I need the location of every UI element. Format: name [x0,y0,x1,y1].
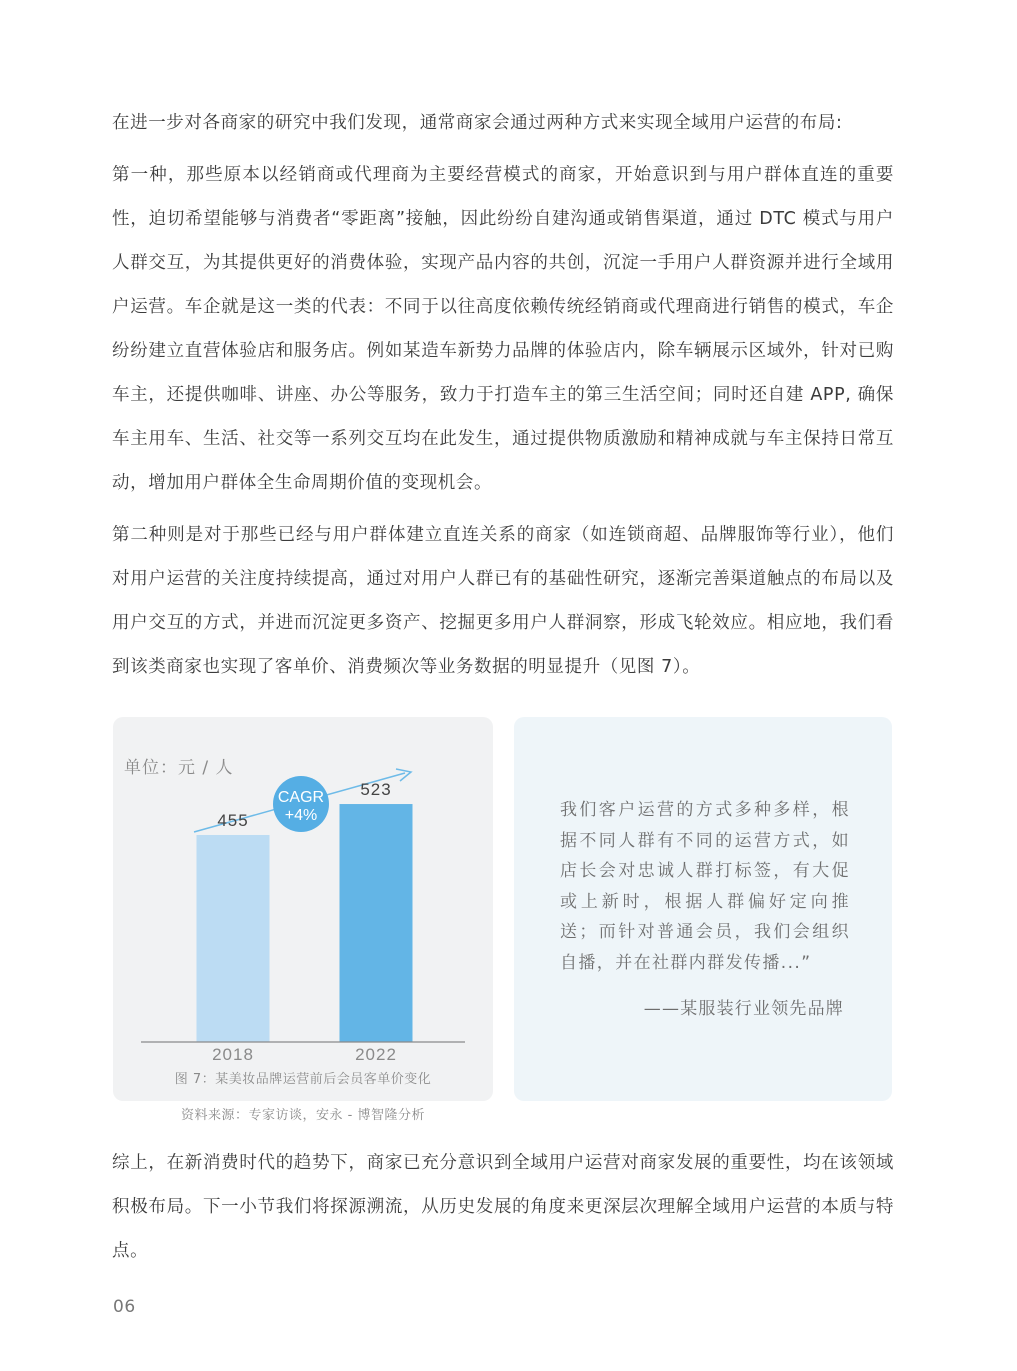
x-tick-label: 2018 [212,1045,254,1064]
bar-value-label: 455 [217,810,249,830]
intro-paragraph: 在进一步对各商家的研究中我们发现，通常商家会通过两种方式来实现全域用户运营的布局: [112,113,843,133]
second-method-paragraph: 第二种则是对于那些已经与用户群体建立直连关系的商家（如连锁商超、品牌服饰等行业），他们对用户运营的关注度持续提高，通过对用户人群已有的基础性研究，逐渐完善渠道触点的布局以及用户交互的方式，并进而沉淀更多资产、挖掘更多用户人群洞察，形成飞轮效应。相应地，我们看到该类商家也实现了客单价、消费频次等业务数据的明显提升（见图 7）。 [112,525,894,677]
chart-card [113,717,493,1101]
chart-caption: 图 7：某美妆品牌运营前后会员客单价变化 [174,1072,432,1087]
cagr-label: CAGR [277,789,325,806]
chart-unit-label: 单位：元 / 人 [124,758,234,778]
quote-text: 我们客户运营的方式多种多样，根据不同人群有不同的运营方式，如店长会对忠诚人群打标签，有大促或上新时，根据人群偏好定向推送；而针对普通会员，我们会组织自播，并在社群内群发传播...” [560,800,850,973]
quote-attribution: ——某服装行业领先品牌 [643,999,844,1019]
bar-2018 [197,835,270,1042]
bar-value-label: 523 [360,780,392,800]
quote-card [514,717,892,1101]
cagr-value: +4% [284,807,318,824]
chart-source: 资料来源：专家访谈，安永 - 博智隆分析 [181,1108,425,1123]
x-tick-label: 2022 [355,1045,397,1064]
page-number: 06 [113,1297,136,1317]
bar-2022 [340,804,413,1042]
first-method-paragraph: 第一种，那些原本以经销商或代理商为主要经营模式的商家，开始意识到与用户群体直连的重要性，迫切希望能够与消费者“零距离”接触，因此纷纷自建沟通或销售渠道，通过 DTC 模式与用户人群交互，为其提供更好的消费体验，实现产品内容的共创，沉淀一手用户人群资源并进行全域用户运营。车企就是这一类的代表：不同于以往高度依赖传统经销商或代理商进行销售的模式，车企纷纷建立直营体验店和服务店。例如某造车新势力品牌的体验店内，除车辆展示区域外，针对已购车主，还提供咖啡、讲座、办公等服务，致力于打造车主的第三生活空间；同时还自建 APP, 确保车主用车、生活、社交等一系列交互均在此发生，通过提供物质激励和精神成就与车主保持日常互动，增加用户群体全生命周期价值的变现机会。 [112,165,894,493]
summary-paragraph: 综上，在新消费时代的趋势下，商家已充分意识到全域用户运营对商家发展的重要性，均在该领域积极布局。下一小节我们将探源溯流，从历史发展的角度来更深层次理解全域用户运营的本质与特点。 [112,1153,894,1261]
